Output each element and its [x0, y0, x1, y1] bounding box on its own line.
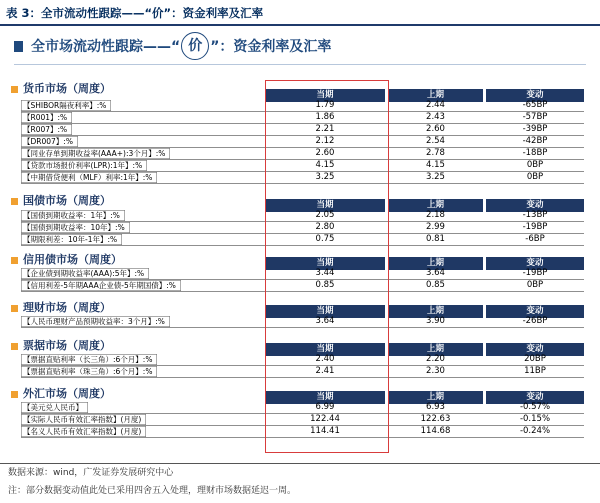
panel-title-part2: ”：资金利率及汇率	[210, 39, 332, 55]
table-caption: 表 3：全市流动性跟踪——“价”：资金利率及汇率	[6, 6, 264, 20]
section-title	[11, 253, 122, 267]
col-header-previous: 上期	[388, 257, 483, 270]
previous-value: 2.44	[426, 100, 445, 110]
col-header-previous: 上期	[388, 199, 483, 212]
change-value: -0.15%	[519, 414, 551, 424]
col-header-previous: 上期	[388, 391, 483, 404]
change-value: -42BP	[522, 136, 548, 146]
section-marker-icon	[11, 343, 18, 350]
current-value: 0.85	[315, 280, 335, 290]
data-source: 数据来源：wind，广发证券发展研究中心	[8, 468, 174, 478]
section-title	[11, 339, 111, 353]
change-value: -57BP	[522, 112, 548, 122]
current-value: 122.44	[310, 414, 340, 424]
col-header-change: 变动	[486, 199, 584, 212]
col-header-previous: 上期	[388, 89, 483, 102]
col-header-previous: 上期	[388, 343, 483, 356]
current-period-highlight-box	[265, 80, 389, 453]
panel-title	[14, 34, 331, 58]
col-header-previous: 上期	[388, 305, 483, 318]
change-value: -0.24%	[519, 426, 551, 436]
row-label: 【期限利差：10年-1年】:%	[21, 234, 122, 245]
previous-value: 2.78	[426, 148, 445, 158]
previous-value: 2.60	[426, 124, 445, 134]
row-label: 【同业存单到期收益率(AAA+):3个月】:%	[21, 148, 170, 159]
row-label: 【票据直贴利率（珠三角）:6个月】:%	[21, 366, 157, 377]
current-value: 3.25	[315, 172, 335, 182]
row-label: 【国债到期收益率：10年】:%	[21, 222, 130, 233]
change-value: -65BP	[522, 100, 548, 110]
current-value: 0.75	[315, 234, 335, 244]
previous-value: 122.63	[420, 414, 451, 424]
current-value: 3.64	[315, 316, 335, 326]
row-label: 【企业债到期收益率(AAA):5年】:%	[21, 268, 149, 279]
row-label: 【SHIBOR隔夜利率】:%	[21, 100, 111, 111]
section-marker-icon	[11, 305, 18, 312]
previous-value: 4.15	[426, 160, 445, 170]
section-marker-icon	[11, 86, 18, 93]
col-header-change: 变动	[486, 343, 584, 356]
col-header-current: 当期	[265, 199, 385, 212]
previous-value: 2.99	[426, 222, 445, 232]
current-value: 3.44	[315, 268, 335, 278]
previous-value: 6.93	[426, 402, 445, 412]
current-value: 2.40	[315, 354, 335, 364]
row-label: 【人民币理财产品预期收益率：3个月】:%	[21, 316, 170, 327]
section-title-text: 国债市场（周度）	[23, 194, 111, 207]
section-title-text: 理财市场（周度）	[23, 301, 111, 314]
section-marker-icon	[11, 391, 18, 398]
previous-value: 2.20	[426, 354, 445, 364]
previous-value: 3.64	[426, 268, 445, 278]
previous-value: 2.54	[426, 136, 445, 146]
previous-value: 114.68	[420, 426, 451, 436]
col-header-current: 当期	[265, 391, 385, 404]
col-header-change: 变动	[486, 257, 584, 270]
change-value: 20BP	[524, 354, 546, 364]
row-label: 【国债到期收益率：1年】:%	[21, 210, 125, 221]
current-value: 2.21	[315, 124, 335, 134]
section-title-text: 票据市场（周度）	[23, 339, 111, 352]
previous-value: 3.90	[426, 316, 445, 326]
section-title	[11, 387, 111, 401]
panel-divider	[14, 64, 586, 65]
bottom-rule	[0, 463, 600, 464]
row-label: 【R001】:%	[21, 112, 72, 123]
section-title	[11, 301, 111, 315]
section-title-text: 外汇市场（周度）	[23, 387, 111, 400]
change-value: -19BP	[522, 222, 548, 232]
col-header-current: 当期	[265, 343, 385, 356]
change-value: -18BP	[522, 148, 548, 158]
previous-value: 0.81	[426, 234, 445, 244]
row-label: 【票据直贴利率（长三角）:6个月】:%	[21, 354, 157, 365]
col-header-change: 变动	[486, 391, 584, 404]
change-value: 0BP	[526, 172, 544, 182]
change-value: 11BP	[524, 366, 546, 376]
row-label: 【DR007】:%	[21, 136, 78, 147]
current-value: 6.99	[315, 402, 335, 412]
row-label: 【信用利差-5年期AAA企业债-5年期国债】:%	[21, 280, 181, 291]
section-title	[11, 194, 111, 208]
col-header-change: 变动	[486, 305, 584, 318]
previous-value: 0.85	[426, 280, 445, 290]
change-value: -13BP	[522, 210, 548, 220]
change-value: -0.57%	[519, 402, 551, 412]
section-marker-icon	[11, 257, 18, 264]
change-value: -6BP	[525, 234, 545, 244]
panel-title-circle: 价	[181, 32, 209, 60]
current-value: 2.41	[315, 366, 335, 376]
change-value: 0BP	[526, 280, 544, 290]
current-value: 2.80	[315, 222, 335, 232]
current-value: 2.12	[315, 136, 335, 146]
previous-value: 2.30	[426, 366, 445, 376]
section-title-text: 信用债市场（周度）	[23, 253, 122, 266]
previous-value: 2.18	[426, 210, 445, 220]
previous-value: 3.25	[426, 172, 445, 182]
panel-title-part1: 全市场流动性跟踪——“	[31, 39, 181, 55]
current-value: 2.60	[315, 148, 335, 158]
section-title-text: 货币市场（周度）	[23, 82, 111, 95]
change-value: -39BP	[522, 124, 548, 134]
row-label: 【美元兑人民币】	[21, 402, 88, 413]
current-value: 114.41	[310, 426, 340, 436]
previous-value: 2.43	[426, 112, 445, 122]
change-value: 0BP	[526, 160, 544, 170]
col-header-current: 当期	[265, 305, 385, 318]
col-header-current: 当期	[265, 89, 385, 102]
row-label: 【实际人民币有效汇率指数】(月度)	[21, 414, 146, 425]
row-label: 【名义人民币有效汇率指数】(月度)	[21, 426, 146, 437]
row-label: 【R007】:%	[21, 124, 72, 135]
current-value: 1.79	[315, 100, 335, 110]
change-value: -19BP	[522, 268, 548, 278]
col-header-change: 变动	[486, 89, 584, 102]
title-marker	[14, 41, 23, 52]
row-label: 【贷款市场报价利率(LPR):1年】:%	[21, 160, 147, 171]
section-marker-icon	[11, 198, 18, 205]
current-value: 4.15	[315, 160, 335, 170]
section-title	[11, 82, 111, 96]
footnote: 注：部分数据变动值此处已采用四舍五入处理，理财市场数据延迟一周。	[8, 486, 297, 496]
change-value: -26BP	[522, 316, 548, 326]
row-label: 【中期借贷便利（MLF）利率:1年】:%	[21, 172, 157, 183]
top-rule	[0, 24, 600, 26]
col-header-current: 当期	[265, 257, 385, 270]
current-value: 2.05	[315, 210, 335, 220]
current-value: 1.86	[315, 112, 335, 122]
